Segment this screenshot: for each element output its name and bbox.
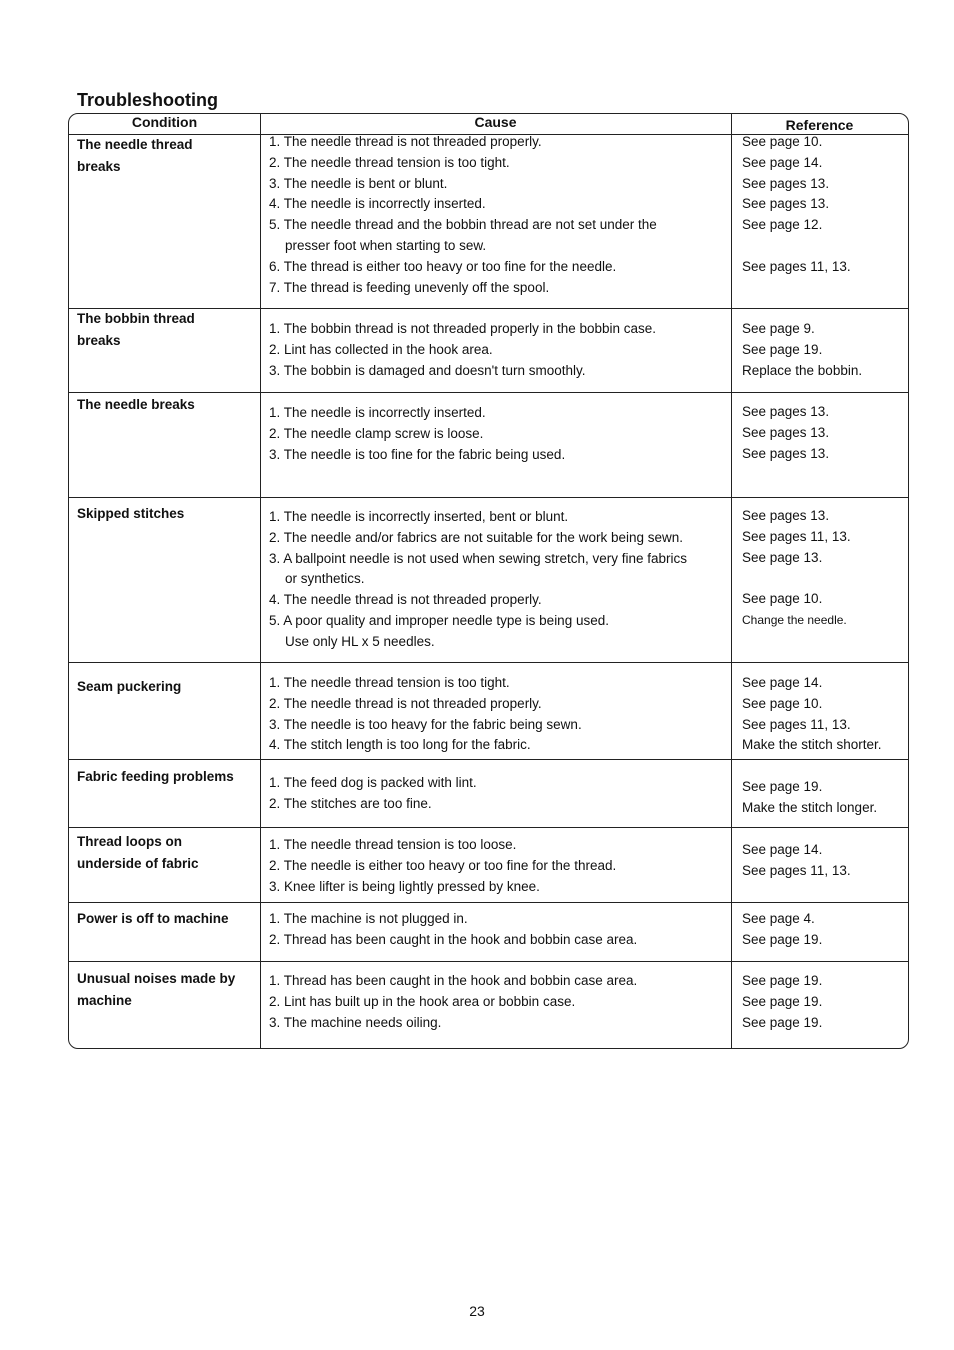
condition-line: machine xyxy=(77,993,132,1008)
reference-line xyxy=(742,278,907,299)
reference-line xyxy=(742,236,907,257)
condition-line: breaks xyxy=(77,333,121,348)
cause-line: 1. The needle thread is not threaded properly. xyxy=(269,134,542,149)
condition-line: Seam puckering xyxy=(77,679,182,694)
condition-cell xyxy=(77,503,257,525)
cause-line: 2. Lint has built up in the hook area or bobbin case. xyxy=(269,993,576,1009)
condition-cell xyxy=(77,308,257,352)
row-divider xyxy=(69,902,908,903)
cause-line: 2. The needle thread tension is too tight. xyxy=(269,154,510,170)
cause-line: 2. The stitches are too fine. xyxy=(269,795,432,811)
cause-line: 5. The needle thread and the bobbin thread are not set under the xyxy=(269,217,657,233)
condition-line: The needle breaks xyxy=(77,397,195,412)
cause-line: 4. The stitch length is too long for the fabric. xyxy=(269,737,531,753)
condition-line: Fabric feeding problems xyxy=(77,769,234,784)
condition-cell xyxy=(77,394,257,416)
reference-cell xyxy=(742,909,907,951)
condition-cell xyxy=(77,908,257,930)
cause-line: 3. The needle is bent or blunt. xyxy=(269,175,448,191)
condition-line: Thread loops on xyxy=(77,834,183,849)
cause-line: 3. The needle is too fine for the fabric being used. xyxy=(269,446,566,462)
reference-line: See pages 13. xyxy=(742,445,830,461)
reference-line xyxy=(742,568,907,589)
cause-line: 7. The thread is feeding unevenly off the spool. xyxy=(269,279,550,295)
reference-cell xyxy=(742,971,907,1033)
header-condition: Condition xyxy=(131,114,198,130)
cause-cell xyxy=(269,909,729,951)
cause-line: 2. The needle thread is not threaded properly. xyxy=(269,695,542,711)
condition-cell xyxy=(77,676,257,698)
reference-line: Change the needle. xyxy=(742,612,847,627)
reference-line: See pages 11, 13. xyxy=(742,716,851,732)
reference-line: Make the stitch shorter. xyxy=(742,737,882,753)
cause-cell xyxy=(269,319,729,381)
reference-cell xyxy=(742,319,907,381)
cause-line: 3. The machine needs oiling. xyxy=(269,1014,442,1030)
reference-line: See page 14. xyxy=(742,154,823,170)
row-divider xyxy=(69,497,908,498)
cause-line: 1. The needle is incorrectly inserted, bent or blunt. xyxy=(269,509,569,524)
cause-line: 3. The bobbin is damaged and doesn't turn smoothly. xyxy=(269,362,586,378)
row-divider xyxy=(69,961,908,962)
reference-line: See page 12. xyxy=(742,217,823,233)
cause-line: 2. The needle clamp screw is loose. xyxy=(269,425,484,441)
cause-cell xyxy=(269,132,729,298)
condition-line: Unusual noises made by xyxy=(77,971,236,986)
condition-line: Skipped stitches xyxy=(77,506,185,521)
reference-line: See page 19. xyxy=(742,779,823,794)
reference-line: See pages 11, 13. xyxy=(742,528,851,544)
reference-cell xyxy=(742,402,907,464)
cause-line: 1. The needle is incorrectly inserted. xyxy=(269,405,486,420)
condition-line: breaks xyxy=(77,159,121,174)
cause-line: 1. Thread has been caught in the hook and bobbin case area. xyxy=(269,973,638,988)
reference-line: See page 10. xyxy=(742,591,823,607)
cause-line: 1. The needle thread tension is too tight. xyxy=(269,675,510,690)
reference-line xyxy=(742,631,907,652)
reference-line: See page 19. xyxy=(742,1014,823,1030)
reference-line: See page 9. xyxy=(742,321,815,336)
cause-cell xyxy=(269,507,729,653)
cause-cell xyxy=(269,835,729,897)
cause-line: 6. The thread is either too heavy or too fine for the needle. xyxy=(269,258,617,274)
reference-line: Make the stitch longer. xyxy=(742,799,878,815)
row-divider xyxy=(69,759,908,760)
reference-line: See pages 11, 13. xyxy=(742,258,851,274)
cause-line: 3. A ballpoint needle is not used when sewing stretch, very fine fabrics xyxy=(269,550,687,566)
reference-line: See page 10. xyxy=(742,134,823,149)
condition-cell xyxy=(77,766,257,788)
row-divider xyxy=(69,662,908,663)
condition-line: underside of fabric xyxy=(77,856,199,871)
reference-cell xyxy=(742,777,907,819)
header-reference: Reference xyxy=(785,117,854,133)
condition-cell xyxy=(77,134,257,178)
cause-line: Use only HL x 5 needles. xyxy=(285,633,435,649)
reference-line: See pages 13. xyxy=(742,196,830,212)
reference-cell xyxy=(742,673,907,756)
reference-cell xyxy=(742,132,907,298)
cause-cell xyxy=(269,773,729,815)
cause-line: 1. The needle thread tension is too loose. xyxy=(269,837,517,852)
condition-cell xyxy=(77,831,257,875)
cause-line: 2. The needle is either too heavy or too fine for the thread. xyxy=(269,857,617,873)
reference-line: See page 13. xyxy=(742,549,823,565)
reference-line: See pages 13. xyxy=(742,508,830,523)
column-divider xyxy=(731,114,732,1048)
column-divider xyxy=(260,114,261,1048)
reference-line: See page 19. xyxy=(742,973,823,988)
reference-line: See page 10. xyxy=(742,695,823,711)
troubleshooting-table xyxy=(68,113,909,1049)
cause-line: 2. The needle and/or fabrics are not suitable for the work being sewn. xyxy=(269,529,683,545)
header-cause: Cause xyxy=(474,114,517,130)
cause-line: 1. The feed dog is packed with lint. xyxy=(269,775,477,790)
reference-line: See pages 13. xyxy=(742,404,830,419)
cause-line: 4. The needle is incorrectly inserted. xyxy=(269,196,486,212)
reference-line: See pages 11, 13. xyxy=(742,862,851,878)
reference-line: See page 19. xyxy=(742,341,823,357)
row-divider xyxy=(69,392,908,393)
reference-line: Replace the bobbin. xyxy=(742,362,863,378)
reference-line: See page 14. xyxy=(742,675,823,690)
condition-cell xyxy=(77,968,257,1012)
reference-cell xyxy=(742,840,907,882)
cause-line: or synthetics. xyxy=(285,571,365,587)
reference-line: See page 14. xyxy=(742,842,823,857)
cause-line: 2. Thread has been caught in the hook and bobbin case area. xyxy=(269,931,638,947)
cause-line: presser foot when starting to sew. xyxy=(285,237,487,253)
cause-cell xyxy=(269,403,729,465)
cause-line: 1. The bobbin thread is not threaded properly in the bobbin case. xyxy=(269,321,657,336)
condition-line: The needle thread xyxy=(77,137,193,152)
cause-cell xyxy=(269,673,729,756)
cause-line: 4. The needle thread is not threaded properly. xyxy=(269,592,542,608)
reference-line: See pages 13. xyxy=(742,175,830,191)
cause-line: 2. Lint has collected in the hook area. xyxy=(269,341,493,357)
condition-line: The bobbin thread xyxy=(77,311,195,326)
reference-line: See page 19. xyxy=(742,931,823,947)
cause-line: 1. The machine is not plugged in. xyxy=(269,911,468,926)
cause-line: 3. Knee lifter is being lightly pressed by knee. xyxy=(269,878,540,894)
reference-line: See page 4. xyxy=(742,911,815,926)
cause-cell xyxy=(269,971,729,1033)
cause-line: 3. The needle is too heavy for the fabric being sewn. xyxy=(269,716,582,732)
page-number: 23 xyxy=(469,1303,485,1319)
reference-line: See pages 13. xyxy=(742,424,830,440)
row-divider xyxy=(69,827,908,828)
condition-line: Power is off to machine xyxy=(77,911,229,926)
cause-line: 5. A poor quality and improper needle type is being used. xyxy=(269,612,609,628)
reference-cell xyxy=(742,506,907,652)
page-title: Troubleshooting xyxy=(77,90,218,110)
reference-line: See page 19. xyxy=(742,993,823,1009)
